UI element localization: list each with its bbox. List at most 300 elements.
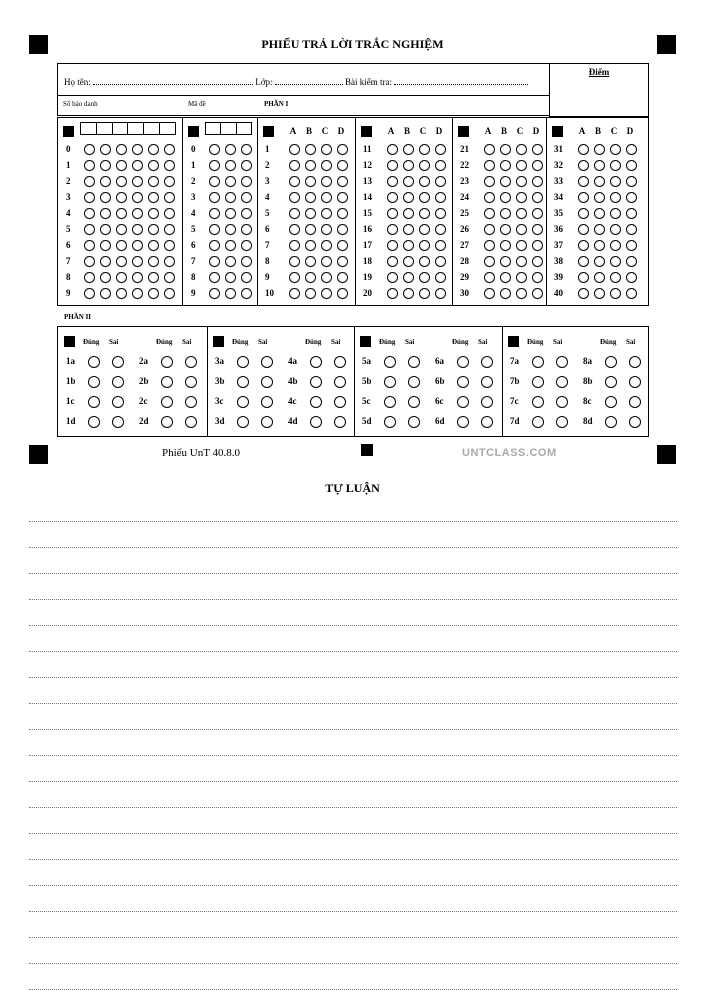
answer-bubble[interactable]: [532, 192, 543, 203]
answer-bubble[interactable]: [626, 288, 637, 299]
bubble[interactable]: [225, 288, 236, 299]
bubble[interactable]: [225, 176, 236, 187]
false-bubble[interactable]: [261, 376, 273, 388]
made-digit-cell[interactable]: [237, 123, 251, 134]
bubble[interactable]: [209, 192, 220, 203]
answer-bubble[interactable]: [419, 144, 430, 155]
answer-bubble[interactable]: [610, 256, 621, 267]
true-bubble[interactable]: [532, 416, 544, 428]
bubble[interactable]: [116, 192, 127, 203]
true-bubble[interactable]: [237, 416, 249, 428]
answer-bubble[interactable]: [594, 192, 605, 203]
bubble[interactable]: [164, 208, 175, 219]
bubble[interactable]: [132, 176, 143, 187]
answer-bubble[interactable]: [289, 208, 300, 219]
answer-bubble[interactable]: [321, 208, 332, 219]
answer-bubble[interactable]: [594, 144, 605, 155]
answer-bubble[interactable]: [594, 208, 605, 219]
answer-bubble[interactable]: [337, 240, 348, 251]
bubble[interactable]: [209, 208, 220, 219]
answer-bubble[interactable]: [516, 288, 527, 299]
answer-bubble[interactable]: [594, 176, 605, 187]
true-bubble[interactable]: [384, 356, 396, 368]
answer-bubble[interactable]: [532, 160, 543, 171]
bubble[interactable]: [116, 256, 127, 267]
answer-bubble[interactable]: [387, 272, 398, 283]
bubble[interactable]: [132, 160, 143, 171]
answer-bubble[interactable]: [610, 224, 621, 235]
answer-bubble[interactable]: [610, 176, 621, 187]
answer-bubble[interactable]: [484, 288, 495, 299]
sbd-digit-cell[interactable]: [113, 123, 129, 134]
answer-bubble[interactable]: [484, 272, 495, 283]
bubble[interactable]: [84, 240, 95, 251]
answer-bubble[interactable]: [594, 256, 605, 267]
answer-bubble[interactable]: [403, 272, 414, 283]
bubble[interactable]: [241, 224, 252, 235]
answer-bubble[interactable]: [419, 192, 430, 203]
answer-bubble[interactable]: [484, 240, 495, 251]
false-bubble[interactable]: [261, 396, 273, 408]
answer-bubble[interactable]: [419, 208, 430, 219]
true-bubble[interactable]: [384, 396, 396, 408]
answer-bubble[interactable]: [532, 224, 543, 235]
answer-bubble[interactable]: [626, 192, 637, 203]
writing-line[interactable]: [29, 781, 677, 782]
true-bubble[interactable]: [384, 416, 396, 428]
answer-bubble[interactable]: [484, 160, 495, 171]
answer-bubble[interactable]: [626, 224, 637, 235]
bubble[interactable]: [100, 208, 111, 219]
answer-bubble[interactable]: [516, 224, 527, 235]
bubble[interactable]: [116, 208, 127, 219]
bubble[interactable]: [100, 192, 111, 203]
true-bubble[interactable]: [457, 356, 469, 368]
bubble[interactable]: [100, 160, 111, 171]
true-bubble[interactable]: [310, 356, 322, 368]
bubble[interactable]: [241, 288, 252, 299]
false-bubble[interactable]: [185, 416, 197, 428]
false-bubble[interactable]: [334, 356, 346, 368]
true-bubble[interactable]: [532, 396, 544, 408]
answer-bubble[interactable]: [626, 144, 637, 155]
answer-bubble[interactable]: [305, 176, 316, 187]
writing-line[interactable]: [29, 651, 677, 652]
answer-bubble[interactable]: [626, 208, 637, 219]
answer-bubble[interactable]: [516, 144, 527, 155]
made-write-box[interactable]: [205, 122, 252, 135]
answer-bubble[interactable]: [435, 144, 446, 155]
answer-bubble[interactable]: [403, 288, 414, 299]
sbd-digit-cell[interactable]: [128, 123, 144, 134]
false-bubble[interactable]: [261, 416, 273, 428]
name-field[interactable]: [93, 76, 253, 85]
true-bubble[interactable]: [605, 396, 617, 408]
true-bubble[interactable]: [161, 416, 173, 428]
answer-bubble[interactable]: [321, 240, 332, 251]
answer-bubble[interactable]: [337, 144, 348, 155]
answer-bubble[interactable]: [626, 176, 637, 187]
bubble[interactable]: [132, 272, 143, 283]
answer-bubble[interactable]: [289, 144, 300, 155]
bubble[interactable]: [164, 288, 175, 299]
false-bubble[interactable]: [481, 416, 493, 428]
false-bubble[interactable]: [481, 396, 493, 408]
answer-bubble[interactable]: [484, 208, 495, 219]
false-bubble[interactable]: [185, 396, 197, 408]
bubble[interactable]: [132, 288, 143, 299]
answer-bubble[interactable]: [435, 208, 446, 219]
true-bubble[interactable]: [237, 396, 249, 408]
answer-bubble[interactable]: [403, 256, 414, 267]
bubble[interactable]: [116, 144, 127, 155]
bubble[interactable]: [148, 272, 159, 283]
bubble[interactable]: [132, 224, 143, 235]
bubble[interactable]: [132, 256, 143, 267]
bubble[interactable]: [84, 288, 95, 299]
false-bubble[interactable]: [185, 376, 197, 388]
answer-bubble[interactable]: [419, 288, 430, 299]
answer-bubble[interactable]: [500, 192, 511, 203]
answer-bubble[interactable]: [435, 192, 446, 203]
writing-line[interactable]: [29, 677, 677, 678]
answer-bubble[interactable]: [305, 256, 316, 267]
answer-bubble[interactable]: [337, 288, 348, 299]
answer-bubble[interactable]: [321, 160, 332, 171]
false-bubble[interactable]: [112, 376, 124, 388]
answer-bubble[interactable]: [337, 160, 348, 171]
bubble[interactable]: [100, 256, 111, 267]
false-bubble[interactable]: [629, 396, 641, 408]
answer-bubble[interactable]: [387, 256, 398, 267]
answer-bubble[interactable]: [305, 192, 316, 203]
false-bubble[interactable]: [112, 356, 124, 368]
bubble[interactable]: [84, 208, 95, 219]
writing-line[interactable]: [29, 547, 677, 548]
bubble[interactable]: [164, 144, 175, 155]
answer-bubble[interactable]: [578, 288, 589, 299]
bubble[interactable]: [148, 144, 159, 155]
bubble[interactable]: [84, 144, 95, 155]
made-digit-cell[interactable]: [206, 123, 221, 134]
answer-bubble[interactable]: [500, 224, 511, 235]
bubble[interactable]: [148, 256, 159, 267]
answer-bubble[interactable]: [387, 160, 398, 171]
answer-bubble[interactable]: [532, 256, 543, 267]
true-bubble[interactable]: [88, 416, 100, 428]
answer-bubble[interactable]: [516, 272, 527, 283]
answer-bubble[interactable]: [289, 192, 300, 203]
writing-line[interactable]: [29, 521, 677, 522]
answer-bubble[interactable]: [500, 176, 511, 187]
bubble[interactable]: [164, 256, 175, 267]
true-bubble[interactable]: [457, 396, 469, 408]
bubble[interactable]: [100, 288, 111, 299]
answer-bubble[interactable]: [403, 224, 414, 235]
answer-bubble[interactable]: [610, 240, 621, 251]
true-bubble[interactable]: [532, 376, 544, 388]
bubble[interactable]: [116, 224, 127, 235]
false-bubble[interactable]: [408, 356, 420, 368]
answer-bubble[interactable]: [484, 256, 495, 267]
bubble[interactable]: [241, 176, 252, 187]
true-bubble[interactable]: [161, 376, 173, 388]
bubble[interactable]: [164, 240, 175, 251]
false-bubble[interactable]: [556, 396, 568, 408]
true-bubble[interactable]: [384, 376, 396, 388]
bubble[interactable]: [84, 160, 95, 171]
bubble[interactable]: [241, 160, 252, 171]
bubble[interactable]: [100, 224, 111, 235]
answer-bubble[interactable]: [500, 288, 511, 299]
bubble[interactable]: [209, 240, 220, 251]
answer-bubble[interactable]: [500, 256, 511, 267]
bubble[interactable]: [84, 224, 95, 235]
answer-bubble[interactable]: [594, 272, 605, 283]
answer-bubble[interactable]: [305, 144, 316, 155]
answer-bubble[interactable]: [387, 288, 398, 299]
writing-line[interactable]: [29, 937, 677, 938]
true-bubble[interactable]: [88, 356, 100, 368]
true-bubble[interactable]: [237, 356, 249, 368]
answer-bubble[interactable]: [578, 208, 589, 219]
true-bubble[interactable]: [161, 396, 173, 408]
answer-bubble[interactable]: [484, 224, 495, 235]
test-field[interactable]: [394, 76, 528, 85]
answer-bubble[interactable]: [403, 176, 414, 187]
answer-bubble[interactable]: [532, 240, 543, 251]
bubble[interactable]: [132, 144, 143, 155]
answer-bubble[interactable]: [610, 288, 621, 299]
answer-bubble[interactable]: [594, 240, 605, 251]
bubble[interactable]: [116, 176, 127, 187]
bubble[interactable]: [100, 176, 111, 187]
bubble[interactable]: [209, 272, 220, 283]
answer-bubble[interactable]: [500, 160, 511, 171]
bubble[interactable]: [225, 224, 236, 235]
answer-bubble[interactable]: [321, 288, 332, 299]
answer-bubble[interactable]: [419, 176, 430, 187]
answer-bubble[interactable]: [403, 208, 414, 219]
writing-line[interactable]: [29, 963, 677, 964]
false-bubble[interactable]: [112, 416, 124, 428]
answer-bubble[interactable]: [403, 160, 414, 171]
writing-line[interactable]: [29, 885, 677, 886]
sbd-write-box[interactable]: [80, 122, 176, 135]
bubble[interactable]: [84, 272, 95, 283]
answer-bubble[interactable]: [305, 288, 316, 299]
bubble[interactable]: [164, 160, 175, 171]
answer-bubble[interactable]: [578, 144, 589, 155]
answer-bubble[interactable]: [403, 240, 414, 251]
answer-bubble[interactable]: [626, 272, 637, 283]
false-bubble[interactable]: [185, 356, 197, 368]
true-bubble[interactable]: [310, 376, 322, 388]
true-bubble[interactable]: [161, 356, 173, 368]
true-bubble[interactable]: [88, 396, 100, 408]
answer-bubble[interactable]: [289, 160, 300, 171]
bubble[interactable]: [225, 144, 236, 155]
true-bubble[interactable]: [605, 416, 617, 428]
writing-line[interactable]: [29, 807, 677, 808]
false-bubble[interactable]: [556, 376, 568, 388]
answer-bubble[interactable]: [387, 192, 398, 203]
answer-bubble[interactable]: [337, 192, 348, 203]
made-digit-cell[interactable]: [221, 123, 236, 134]
answer-bubble[interactable]: [578, 176, 589, 187]
answer-bubble[interactable]: [610, 192, 621, 203]
bubble[interactable]: [209, 144, 220, 155]
answer-bubble[interactable]: [435, 160, 446, 171]
answer-bubble[interactable]: [387, 144, 398, 155]
bubble[interactable]: [209, 160, 220, 171]
answer-bubble[interactable]: [337, 224, 348, 235]
answer-bubble[interactable]: [578, 272, 589, 283]
bubble[interactable]: [116, 288, 127, 299]
bubble[interactable]: [148, 288, 159, 299]
sbd-digit-cell[interactable]: [81, 123, 97, 134]
answer-bubble[interactable]: [484, 192, 495, 203]
answer-bubble[interactable]: [532, 176, 543, 187]
bubble[interactable]: [100, 272, 111, 283]
bubble[interactable]: [132, 192, 143, 203]
answer-bubble[interactable]: [594, 288, 605, 299]
answer-bubble[interactable]: [516, 176, 527, 187]
bubble[interactable]: [241, 256, 252, 267]
true-bubble[interactable]: [605, 356, 617, 368]
false-bubble[interactable]: [629, 416, 641, 428]
answer-bubble[interactable]: [337, 176, 348, 187]
writing-line[interactable]: [29, 729, 677, 730]
answer-bubble[interactable]: [435, 256, 446, 267]
writing-line[interactable]: [29, 573, 677, 574]
answer-bubble[interactable]: [532, 144, 543, 155]
false-bubble[interactable]: [629, 356, 641, 368]
answer-bubble[interactable]: [305, 208, 316, 219]
sbd-digit-cell[interactable]: [97, 123, 113, 134]
answer-bubble[interactable]: [387, 224, 398, 235]
answer-bubble[interactable]: [403, 192, 414, 203]
writing-line[interactable]: [29, 911, 677, 912]
answer-bubble[interactable]: [594, 160, 605, 171]
answer-bubble[interactable]: [289, 256, 300, 267]
bubble[interactable]: [225, 160, 236, 171]
false-bubble[interactable]: [481, 376, 493, 388]
answer-bubble[interactable]: [321, 256, 332, 267]
false-bubble[interactable]: [481, 356, 493, 368]
answer-bubble[interactable]: [289, 240, 300, 251]
answer-bubble[interactable]: [435, 176, 446, 187]
answer-bubble[interactable]: [305, 160, 316, 171]
answer-bubble[interactable]: [305, 240, 316, 251]
bubble[interactable]: [241, 272, 252, 283]
writing-line[interactable]: [29, 833, 677, 834]
bubble[interactable]: [241, 208, 252, 219]
bubble[interactable]: [225, 192, 236, 203]
true-bubble[interactable]: [532, 356, 544, 368]
true-bubble[interactable]: [88, 376, 100, 388]
bubble[interactable]: [116, 272, 127, 283]
answer-bubble[interactable]: [337, 272, 348, 283]
answer-bubble[interactable]: [516, 160, 527, 171]
answer-bubble[interactable]: [578, 192, 589, 203]
false-bubble[interactable]: [112, 396, 124, 408]
false-bubble[interactable]: [334, 396, 346, 408]
answer-bubble[interactable]: [610, 160, 621, 171]
answer-bubble[interactable]: [516, 192, 527, 203]
answer-bubble[interactable]: [610, 144, 621, 155]
answer-bubble[interactable]: [484, 144, 495, 155]
answer-bubble[interactable]: [435, 288, 446, 299]
false-bubble[interactable]: [556, 356, 568, 368]
answer-bubble[interactable]: [516, 208, 527, 219]
bubble[interactable]: [241, 240, 252, 251]
answer-bubble[interactable]: [532, 288, 543, 299]
bubble[interactable]: [100, 144, 111, 155]
answer-bubble[interactable]: [578, 160, 589, 171]
answer-bubble[interactable]: [305, 272, 316, 283]
bubble[interactable]: [148, 208, 159, 219]
answer-bubble[interactable]: [578, 240, 589, 251]
answer-bubble[interactable]: [626, 240, 637, 251]
bubble[interactable]: [241, 144, 252, 155]
writing-line[interactable]: [29, 859, 677, 860]
answer-bubble[interactable]: [532, 208, 543, 219]
answer-bubble[interactable]: [387, 240, 398, 251]
true-bubble[interactable]: [237, 376, 249, 388]
false-bubble[interactable]: [408, 416, 420, 428]
answer-bubble[interactable]: [337, 256, 348, 267]
answer-bubble[interactable]: [321, 144, 332, 155]
answer-bubble[interactable]: [387, 176, 398, 187]
true-bubble[interactable]: [457, 376, 469, 388]
answer-bubble[interactable]: [500, 240, 511, 251]
answer-bubble[interactable]: [435, 224, 446, 235]
bubble[interactable]: [164, 176, 175, 187]
bubble[interactable]: [209, 224, 220, 235]
false-bubble[interactable]: [334, 376, 346, 388]
answer-bubble[interactable]: [419, 240, 430, 251]
bubble[interactable]: [132, 240, 143, 251]
answer-bubble[interactable]: [321, 224, 332, 235]
bubble[interactable]: [84, 176, 95, 187]
bubble[interactable]: [209, 256, 220, 267]
answer-bubble[interactable]: [594, 224, 605, 235]
answer-bubble[interactable]: [435, 272, 446, 283]
bubble[interactable]: [148, 192, 159, 203]
answer-bubble[interactable]: [289, 272, 300, 283]
true-bubble[interactable]: [605, 376, 617, 388]
false-bubble[interactable]: [261, 356, 273, 368]
answer-bubble[interactable]: [578, 256, 589, 267]
bubble[interactable]: [116, 160, 127, 171]
answer-bubble[interactable]: [516, 256, 527, 267]
answer-bubble[interactable]: [403, 144, 414, 155]
bubble[interactable]: [225, 272, 236, 283]
bubble[interactable]: [209, 176, 220, 187]
answer-bubble[interactable]: [626, 160, 637, 171]
answer-bubble[interactable]: [337, 208, 348, 219]
bubble[interactable]: [148, 176, 159, 187]
false-bubble[interactable]: [408, 396, 420, 408]
answer-bubble[interactable]: [419, 256, 430, 267]
sbd-digit-cell[interactable]: [160, 123, 175, 134]
answer-bubble[interactable]: [500, 272, 511, 283]
bubble[interactable]: [241, 192, 252, 203]
answer-bubble[interactable]: [516, 240, 527, 251]
true-bubble[interactable]: [457, 416, 469, 428]
bubble[interactable]: [225, 240, 236, 251]
